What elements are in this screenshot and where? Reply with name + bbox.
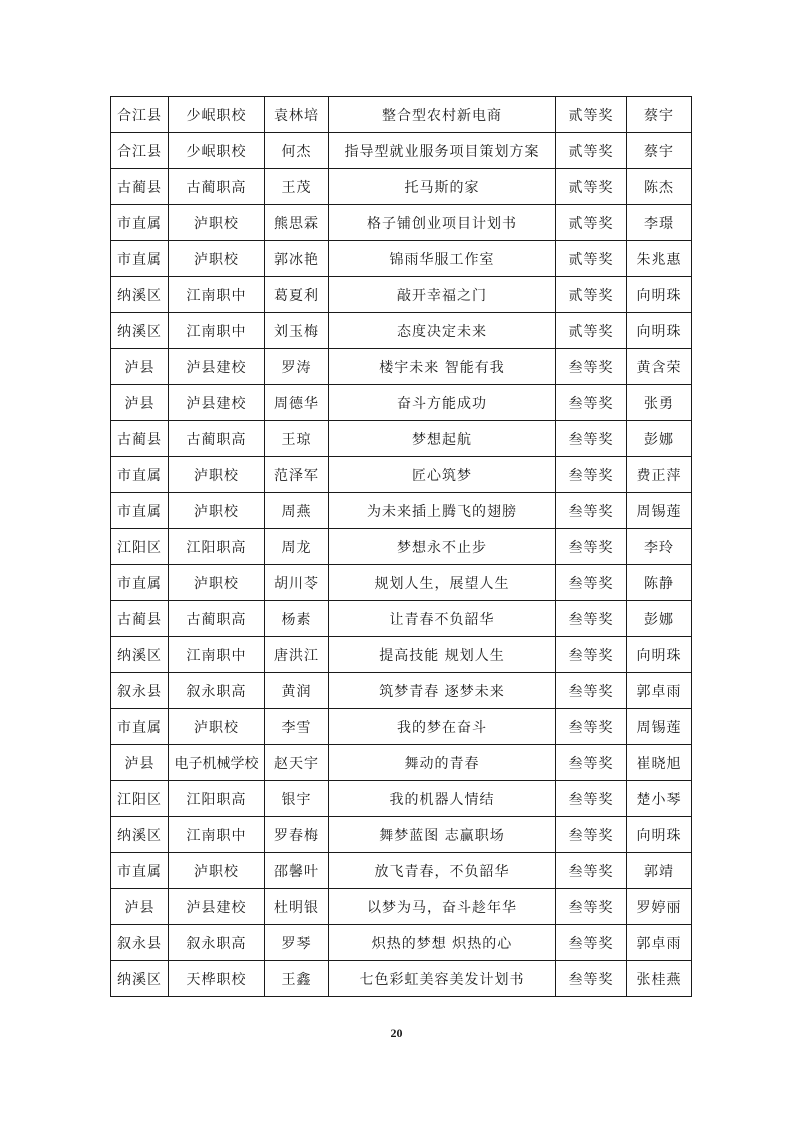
project-title-cell: 指导型就业服务项目策划方案 — [329, 133, 556, 169]
county-cell: 纳溪区 — [111, 817, 169, 853]
school-cell: 江阳职高 — [169, 781, 265, 817]
teacher-name-cell: 蔡宇 — [627, 97, 692, 133]
award-level-cell: 贰等奖 — [556, 313, 627, 349]
award-level-cell: 叁等奖 — [556, 385, 627, 421]
teacher-name-cell: 黄含荣 — [627, 349, 692, 385]
award-level-cell: 叁等奖 — [556, 889, 627, 925]
table-row — [111, 457, 692, 493]
student-name-cell: 黄润 — [265, 673, 329, 709]
teacher-name-cell: 郭靖 — [627, 853, 692, 889]
project-title-cell: 舞动的青春 — [329, 745, 556, 781]
county-cell: 叙永县 — [111, 673, 169, 709]
project-title-cell: 我的机器人情结 — [329, 781, 556, 817]
teacher-name-cell: 周锡莲 — [627, 493, 692, 529]
student-name-cell: 罗琴 — [265, 925, 329, 961]
teacher-name-cell: 向明珠 — [627, 277, 692, 313]
award-level-cell: 贰等奖 — [556, 277, 627, 313]
award-level-cell: 叁等奖 — [556, 961, 627, 997]
award-level-cell: 叁等奖 — [556, 817, 627, 853]
teacher-name-cell: 彭娜 — [627, 601, 692, 637]
county-cell: 江阳区 — [111, 781, 169, 817]
award-level-cell: 贰等奖 — [556, 205, 627, 241]
school-cell: 泸职校 — [169, 565, 265, 601]
teacher-name-cell: 崔晓旭 — [627, 745, 692, 781]
table-row — [111, 385, 692, 421]
award-level-cell: 贰等奖 — [556, 241, 627, 277]
table-row — [111, 961, 692, 997]
school-cell: 泸县建校 — [169, 385, 265, 421]
teacher-name-cell: 郭卓雨 — [627, 925, 692, 961]
table-row — [111, 241, 692, 277]
school-cell: 泸职校 — [169, 457, 265, 493]
county-cell: 纳溪区 — [111, 313, 169, 349]
table-row — [111, 97, 692, 133]
student-name-cell: 杜明银 — [265, 889, 329, 925]
award-level-cell: 叁等奖 — [556, 709, 627, 745]
school-cell: 电子机械学校 — [169, 745, 265, 781]
county-cell: 合江县 — [111, 97, 169, 133]
project-title-cell: 筑梦青春 逐梦未来 — [329, 673, 556, 709]
table-row — [111, 565, 692, 601]
student-name-cell: 郭冰艳 — [265, 241, 329, 277]
school-cell: 泸县建校 — [169, 889, 265, 925]
student-name-cell: 唐洪江 — [265, 637, 329, 673]
student-name-cell: 葛夏利 — [265, 277, 329, 313]
project-title-cell: 匠心筑梦 — [329, 457, 556, 493]
award-level-cell: 贰等奖 — [556, 97, 627, 133]
county-cell: 市直属 — [111, 205, 169, 241]
student-name-cell: 罗涛 — [265, 349, 329, 385]
project-title-cell: 规划人生，展望人生 — [329, 565, 556, 601]
project-title-cell: 我的梦在奋斗 — [329, 709, 556, 745]
student-name-cell: 胡川苓 — [265, 565, 329, 601]
student-name-cell: 王鑫 — [265, 961, 329, 997]
awards-table — [110, 96, 692, 997]
student-name-cell: 王茂 — [265, 169, 329, 205]
school-cell: 古蔺职高 — [169, 421, 265, 457]
project-title-cell: 奋斗方能成功 — [329, 385, 556, 421]
county-cell: 市直属 — [111, 565, 169, 601]
teacher-name-cell: 向明珠 — [627, 637, 692, 673]
teacher-name-cell: 蔡宇 — [627, 133, 692, 169]
county-cell: 市直属 — [111, 457, 169, 493]
table-row — [111, 493, 692, 529]
project-title-cell: 炽热的梦想 炽热的心 — [329, 925, 556, 961]
county-cell: 古蔺县 — [111, 601, 169, 637]
school-cell: 天桦职校 — [169, 961, 265, 997]
table-row — [111, 601, 692, 637]
student-name-cell: 袁林培 — [265, 97, 329, 133]
project-title-cell: 七色彩虹美容美发计划书 — [329, 961, 556, 997]
student-name-cell: 杨素 — [265, 601, 329, 637]
project-title-cell: 托马斯的家 — [329, 169, 556, 205]
table-row — [111, 781, 692, 817]
teacher-name-cell: 费正萍 — [627, 457, 692, 493]
school-cell: 泸职校 — [169, 853, 265, 889]
school-cell: 泸职校 — [169, 241, 265, 277]
teacher-name-cell: 罗婷丽 — [627, 889, 692, 925]
awards-table-body — [111, 97, 692, 997]
table-row — [111, 673, 692, 709]
teacher-name-cell: 彭娜 — [627, 421, 692, 457]
school-cell: 江阳职高 — [169, 529, 265, 565]
teacher-name-cell: 朱兆惠 — [627, 241, 692, 277]
project-title-cell: 敲开幸福之门 — [329, 277, 556, 313]
project-title-cell: 以梦为马，奋斗趁年华 — [329, 889, 556, 925]
table-row — [111, 529, 692, 565]
school-cell: 江南职中 — [169, 277, 265, 313]
student-name-cell: 周龙 — [265, 529, 329, 565]
table-row — [111, 421, 692, 457]
school-cell: 少岷职校 — [169, 97, 265, 133]
table-row — [111, 637, 692, 673]
county-cell: 古蔺县 — [111, 421, 169, 457]
county-cell: 泸县 — [111, 889, 169, 925]
school-cell: 江南职中 — [169, 817, 265, 853]
teacher-name-cell: 李玲 — [627, 529, 692, 565]
student-name-cell: 罗春梅 — [265, 817, 329, 853]
award-level-cell: 叁等奖 — [556, 349, 627, 385]
project-title-cell: 梦想起航 — [329, 421, 556, 457]
award-level-cell: 贰等奖 — [556, 133, 627, 169]
county-cell: 纳溪区 — [111, 277, 169, 313]
county-cell: 纳溪区 — [111, 961, 169, 997]
project-title-cell: 楼宇未来 智能有我 — [329, 349, 556, 385]
student-name-cell: 赵天宇 — [265, 745, 329, 781]
school-cell: 古蔺职高 — [169, 601, 265, 637]
teacher-name-cell: 楚小琴 — [627, 781, 692, 817]
teacher-name-cell: 李璟 — [627, 205, 692, 241]
project-title-cell: 整合型农村新电商 — [329, 97, 556, 133]
award-level-cell: 叁等奖 — [556, 925, 627, 961]
county-cell: 泸县 — [111, 385, 169, 421]
student-name-cell: 邵馨叶 — [265, 853, 329, 889]
county-cell: 泸县 — [111, 349, 169, 385]
school-cell: 泸县建校 — [169, 349, 265, 385]
award-level-cell: 叁等奖 — [556, 601, 627, 637]
teacher-name-cell: 陈杰 — [627, 169, 692, 205]
student-name-cell: 周燕 — [265, 493, 329, 529]
teacher-name-cell: 周锡莲 — [627, 709, 692, 745]
county-cell: 合江县 — [111, 133, 169, 169]
teacher-name-cell: 向明珠 — [627, 817, 692, 853]
award-level-cell: 叁等奖 — [556, 421, 627, 457]
school-cell: 泸职校 — [169, 709, 265, 745]
table-row — [111, 277, 692, 313]
county-cell: 江阳区 — [111, 529, 169, 565]
county-cell: 叙永县 — [111, 925, 169, 961]
table-row — [111, 205, 692, 241]
student-name-cell: 银宇 — [265, 781, 329, 817]
award-level-cell: 叁等奖 — [556, 745, 627, 781]
school-cell: 泸职校 — [169, 493, 265, 529]
award-level-cell: 叁等奖 — [556, 565, 627, 601]
award-level-cell: 叁等奖 — [556, 853, 627, 889]
student-name-cell: 李雪 — [265, 709, 329, 745]
school-cell: 叙永职高 — [169, 673, 265, 709]
county-cell: 市直属 — [111, 709, 169, 745]
county-cell: 市直属 — [111, 853, 169, 889]
table-row — [111, 349, 692, 385]
school-cell: 叙永职高 — [169, 925, 265, 961]
award-level-cell: 叁等奖 — [556, 529, 627, 565]
table-row — [111, 745, 692, 781]
table-row — [111, 133, 692, 169]
student-name-cell: 范泽军 — [265, 457, 329, 493]
table-row — [111, 853, 692, 889]
page-number: 20 — [390, 1026, 403, 1040]
school-cell: 少岷职校 — [169, 133, 265, 169]
teacher-name-cell: 向明珠 — [627, 313, 692, 349]
project-title-cell: 舞梦蓝图 志赢职场 — [329, 817, 556, 853]
table-row — [111, 817, 692, 853]
table-row — [111, 889, 692, 925]
teacher-name-cell: 张桂燕 — [627, 961, 692, 997]
student-name-cell: 何杰 — [265, 133, 329, 169]
school-cell: 古蔺职高 — [169, 169, 265, 205]
award-level-cell: 叁等奖 — [556, 637, 627, 673]
county-cell: 纳溪区 — [111, 637, 169, 673]
table-row — [111, 313, 692, 349]
table-row — [111, 709, 692, 745]
project-title-cell: 锦雨华服工作室 — [329, 241, 556, 277]
table-row — [111, 925, 692, 961]
award-level-cell: 贰等奖 — [556, 169, 627, 205]
project-title-cell: 放飞青春，不负韶华 — [329, 853, 556, 889]
award-level-cell: 叁等奖 — [556, 493, 627, 529]
school-cell: 泸职校 — [169, 205, 265, 241]
project-title-cell: 格子铺创业项目计划书 — [329, 205, 556, 241]
project-title-cell: 让青春不负韶华 — [329, 601, 556, 637]
teacher-name-cell: 陈静 — [627, 565, 692, 601]
award-level-cell: 叁等奖 — [556, 673, 627, 709]
county-cell: 泸县 — [111, 745, 169, 781]
teacher-name-cell: 郭卓雨 — [627, 673, 692, 709]
project-title-cell: 提高技能 规划人生 — [329, 637, 556, 673]
student-name-cell: 王琼 — [265, 421, 329, 457]
county-cell: 市直属 — [111, 493, 169, 529]
county-cell: 古蔺县 — [111, 169, 169, 205]
project-title-cell: 梦想永不止步 — [329, 529, 556, 565]
teacher-name-cell: 张勇 — [627, 385, 692, 421]
student-name-cell: 熊思霖 — [265, 205, 329, 241]
award-level-cell: 叁等奖 — [556, 781, 627, 817]
project-title-cell: 为未来插上腾飞的翅膀 — [329, 493, 556, 529]
school-cell: 江南职中 — [169, 637, 265, 673]
student-name-cell: 周德华 — [265, 385, 329, 421]
project-title-cell: 态度决定未来 — [329, 313, 556, 349]
school-cell: 江南职中 — [169, 313, 265, 349]
student-name-cell: 刘玉梅 — [265, 313, 329, 349]
table-row — [111, 169, 692, 205]
county-cell: 市直属 — [111, 241, 169, 277]
award-level-cell: 叁等奖 — [556, 457, 627, 493]
